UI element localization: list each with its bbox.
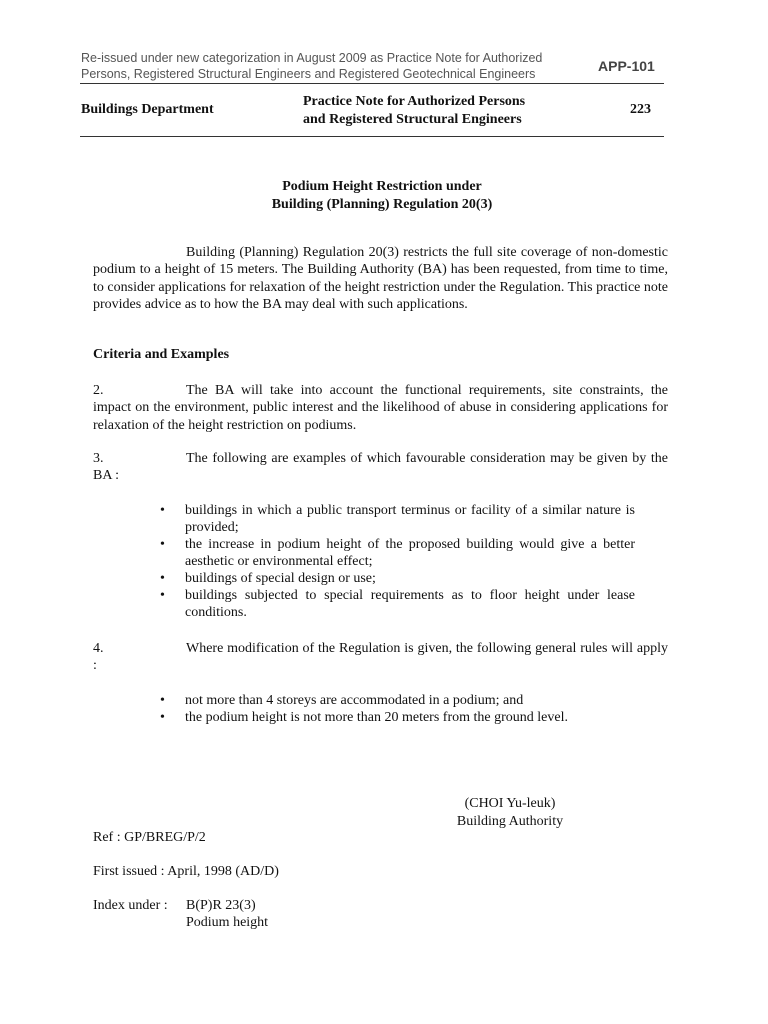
index-entry-2: Podium height bbox=[186, 915, 269, 930]
signature-block bbox=[430, 795, 590, 831]
index-label: Index under : bbox=[93, 898, 168, 913]
list-item-text: the podium height is not more than 20 meters from the ground level. bbox=[185, 710, 568, 725]
header-divider-top bbox=[80, 83, 664, 84]
signatory-role: Building Authority bbox=[456, 814, 564, 829]
list-item-text: buildings of special design or use; bbox=[185, 571, 376, 586]
document-title-line-2: Building (Planning) Regulation 20(3) bbox=[271, 197, 493, 212]
reissue-line-2: Persons, Registered Structural Engineers and Registered Geotechnical Engineers bbox=[81, 67, 536, 81]
document-title-line-1: Podium Height Restriction under bbox=[282, 179, 482, 194]
bullet-icon: • bbox=[160, 537, 165, 552]
list-item-text: the increase in podium height of the proposed building would give a better aesthetic or environmental effect; bbox=[185, 537, 635, 569]
rules-list bbox=[160, 692, 635, 726]
reference: Ref : GP/BREG/P/2 bbox=[93, 830, 206, 845]
list-item-text: not more than 4 storeys are accommodated in a podium; and bbox=[185, 693, 524, 708]
first-issued: First issued : April, 1998 (AD/D) bbox=[93, 864, 279, 879]
practice-note-number: 223 bbox=[630, 102, 651, 117]
paragraph-4-number: 4. bbox=[93, 641, 104, 656]
paragraph-4-text: Where modification of the Regulation is given, the following general rules will apply : bbox=[93, 641, 668, 674]
list-item bbox=[160, 570, 635, 587]
paragraph-2 bbox=[93, 382, 668, 434]
list-item bbox=[160, 536, 635, 570]
practice-note-title-line-2: and Registered Structural Engineers bbox=[303, 112, 522, 127]
bullet-icon: • bbox=[160, 693, 165, 708]
paragraph-2-text: The BA will take into account the functional requirements, site constraints, the impact on the environment, public interest and the likelihood of abuse in considering applications for relaxation of the height restriction on podiums. bbox=[93, 383, 668, 433]
intro-paragraph bbox=[93, 244, 668, 313]
section-heading: Criteria and Examples bbox=[93, 347, 230, 362]
paragraph-2-number: 2. bbox=[93, 383, 104, 398]
intro-text: Building (Planning) Regulation 20(3) restricts the full site coverage of non-domestic podium to a height of 15 meters. The Building Authority (BA) has been requested, from time to time, to consider applications for relaxation of the height restriction under the Regulation. This practice note provides advice as to how the BA may deal with such applications. bbox=[93, 245, 668, 312]
list-item bbox=[160, 587, 635, 621]
examples-list bbox=[160, 502, 635, 621]
bullet-icon: • bbox=[160, 588, 165, 603]
index-under bbox=[93, 897, 268, 931]
practice-note-title bbox=[303, 93, 603, 129]
paragraph-3-number: 3. bbox=[93, 451, 104, 466]
department-name: Buildings Department bbox=[81, 102, 214, 117]
list-item-text: buildings subjected to special requirements as to floor height under lease conditions. bbox=[185, 588, 635, 620]
signatory-name: (CHOI Yu-leuk) bbox=[464, 796, 556, 811]
list-item-text: buildings in which a public transport terminus or facility of a similar nature is provided; bbox=[185, 503, 635, 535]
paragraph-3 bbox=[93, 450, 668, 485]
list-item bbox=[160, 502, 635, 536]
paragraph-3-text: The following are examples of which favourable consideration may be given by the BA : bbox=[93, 451, 668, 484]
reissue-note bbox=[81, 50, 581, 82]
list-item bbox=[160, 692, 635, 709]
document-title bbox=[80, 178, 684, 214]
list-item bbox=[160, 709, 635, 726]
bullet-icon: • bbox=[160, 571, 165, 586]
index-entry-1: B(P)R 23(3) bbox=[186, 898, 256, 913]
header-divider-bottom bbox=[80, 136, 664, 137]
bullet-icon: • bbox=[160, 710, 165, 725]
practice-note-title-line-1: Practice Note for Authorized Persons bbox=[303, 94, 526, 109]
app-code: APP-101 bbox=[598, 58, 655, 74]
paragraph-4 bbox=[93, 640, 668, 675]
reissue-line-1: Re-issued under new categorization in August 2009 as Practice Note for Authorized bbox=[81, 51, 543, 65]
bullet-icon: • bbox=[160, 503, 165, 518]
